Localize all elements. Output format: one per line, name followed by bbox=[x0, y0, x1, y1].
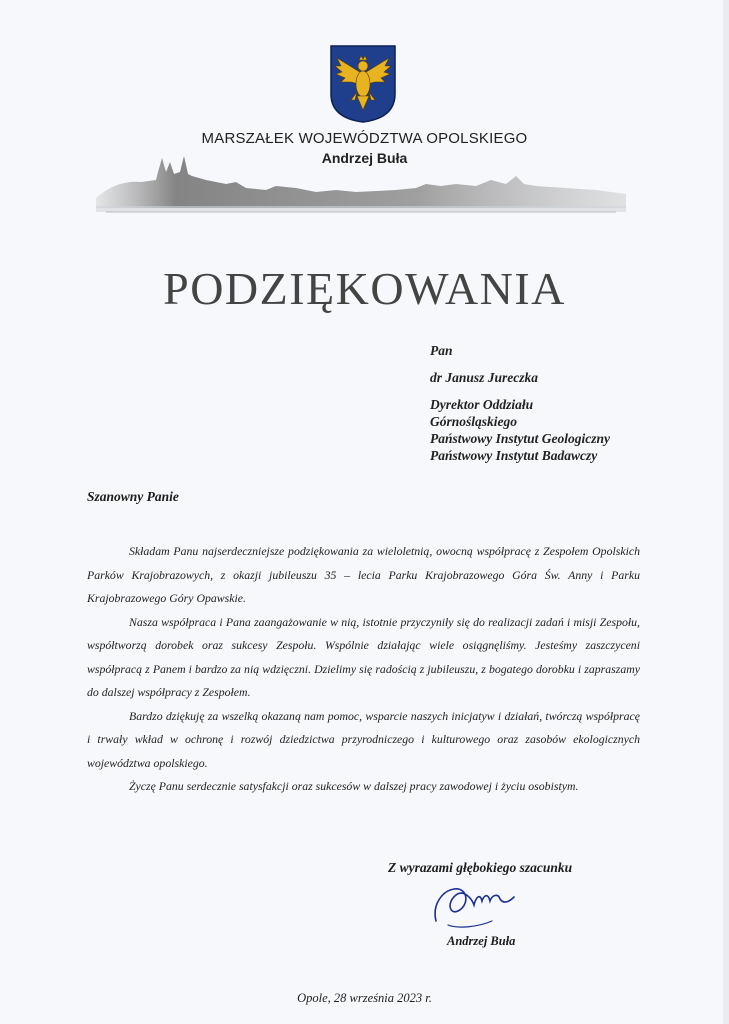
salutation: Szanowny Panie bbox=[87, 489, 179, 504]
page-edge bbox=[723, 0, 729, 1024]
signer-name: Andrzej Buła bbox=[447, 934, 516, 948]
handwritten-signature bbox=[428, 875, 528, 935]
office-heading: MARSZAŁEK WOJEWÓDZTWA OPOLSKIEGO bbox=[201, 130, 528, 147]
body-paragraph: Składam Panu najserdeczniejsze podziękowania za wieloletnią, owocną współpracę z Zespołem Opolskich Parków Krajobrazowych, z okazji jubileuszu 35 – lecia Parku Krajobrazowego Góra Św. Anny i Parku Krajobrazowego Góry Opawskie. bbox=[87, 544, 640, 605]
town-skyline-image bbox=[96, 150, 626, 220]
recipient-position-line: Górnośląskiego bbox=[430, 414, 518, 429]
marshal-name: Andrzej Buła bbox=[321, 150, 408, 166]
place-and-date: Opole, 28 września 2023 r. bbox=[297, 991, 432, 1005]
body-paragraph: Nasza współpraca i Pana zaangażowanie w nią, istotnie przyczyniły się do realizacji zadań i misji Zespołu, współtworzą dorobek oraz sukcesy Zespołu. Wspólnie działając wiele osiągnęliśmy. Jesteśmy zaszczyceni współpracą z Panem i bardzo za nią wdzięczni. Dzielimy się radością z jubileuszu, z bogatego dorobku i zapraszamy do dalszej współpracy z Zespołem. bbox=[87, 614, 640, 699]
document-title: PODZIĘKOWANIA bbox=[163, 263, 566, 314]
recipient-honorific: Pan bbox=[430, 343, 453, 358]
recipient-position-line: Państwowy Instytut Badawczy bbox=[430, 448, 598, 463]
recipient-position-line: Państwowy Instytut Geologiczny bbox=[430, 431, 611, 446]
recipient-name: dr Janusz Jureczka bbox=[430, 370, 539, 385]
body-paragraph: Życzę Panu serdecznie satysfakcji oraz sukcesów w dalszej pracy zawodowej i życiu osobistym. bbox=[129, 779, 579, 793]
recipient-position-line: Dyrektor Oddziału bbox=[430, 397, 534, 412]
coat-of-arms-eagle-icon bbox=[329, 44, 397, 124]
closing-phrase: Z wyrazami głębokiego szacunku bbox=[388, 860, 573, 875]
letter-body bbox=[87, 540, 640, 799]
body-paragraph: Bardzo dziękuję za wszelką okazaną nam pomoc, wsparcie naszych inicjatyw i działań, twórczą współpracę i trwały wkład w ochronę i rozwój dziedzictwa przyrodniczego i kulturowego oraz zasobów ekologicznych województwa opolskiego. bbox=[87, 708, 640, 770]
